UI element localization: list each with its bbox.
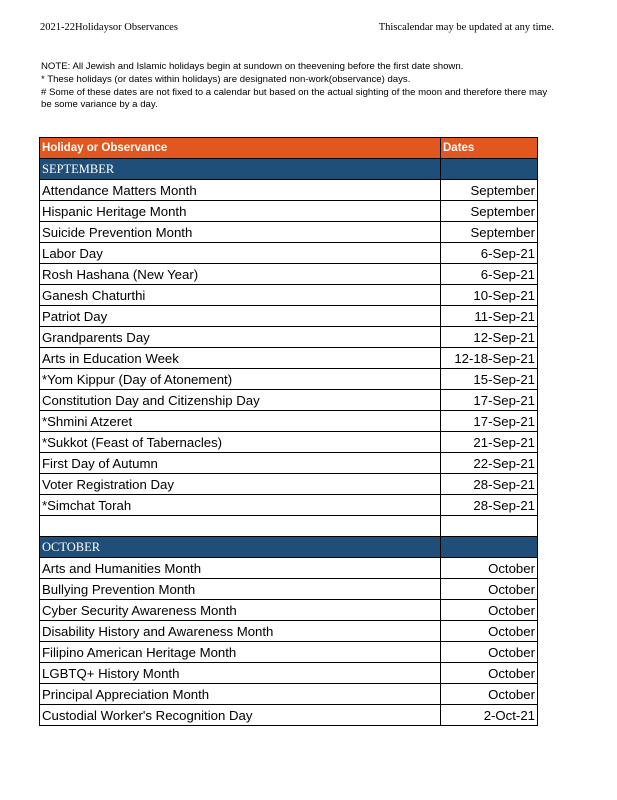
table-row <box>40 579 538 600</box>
holiday-date: September <box>441 222 538 243</box>
holiday-date: October <box>441 663 538 684</box>
table-row <box>40 684 538 705</box>
holiday-name: Cyber Security Awareness Month <box>40 600 441 621</box>
holiday-date: 6-Sep-21 <box>441 264 538 285</box>
document-title: 2021-22Holidaysor Observances <box>40 22 178 33</box>
table-row <box>40 306 538 327</box>
table-row <box>40 705 538 726</box>
holiday-name: Arts and Humanities Month <box>40 558 441 579</box>
holiday-date: 10-Sep-21 <box>441 285 538 306</box>
holiday-date: 22-Sep-21 <box>441 453 538 474</box>
holiday-date: 28-Sep-21 <box>441 474 538 495</box>
holiday-date: 6-Sep-21 <box>441 243 538 264</box>
holiday-name: *Shmini Atzeret <box>40 411 441 432</box>
table-row <box>40 600 538 621</box>
holiday-name: Custodial Worker's Recognition Day <box>40 705 441 726</box>
holiday-date: October <box>441 684 538 705</box>
holiday-date: 2-Oct-21 <box>441 705 538 726</box>
holiday-name: Bullying Prevention Month <box>40 579 441 600</box>
holiday-date: September <box>441 180 538 201</box>
table-row <box>40 285 538 306</box>
note-jewish-islamic: NOTE: All Jewish and Islamic holidays begin at sundown on theevening before the first date shown. <box>41 61 464 72</box>
holiday-name: *Yom Kippur (Day of Atonement) <box>40 369 441 390</box>
holiday-name: LGBTQ+ History Month <box>40 663 441 684</box>
holiday-name: Rosh Hashana (New Year) <box>40 264 441 285</box>
holiday-name: *Simchat Torah <box>40 495 441 516</box>
holiday-date: 17-Sep-21 <box>441 411 538 432</box>
spacer-row <box>40 516 538 537</box>
column-header-dates: Dates <box>441 138 538 159</box>
holiday-name: Constitution Day and Citizenship Day <box>40 390 441 411</box>
table-row <box>40 432 538 453</box>
table-row <box>40 411 538 432</box>
spacer-cell <box>40 516 441 537</box>
holiday-name: Suicide Prevention Month <box>40 222 441 243</box>
holiday-date: October <box>441 621 538 642</box>
month-name: SEPTEMBER <box>40 159 441 180</box>
holiday-date: October <box>441 600 538 621</box>
holiday-name: Ganesh Chaturthi <box>40 285 441 306</box>
holiday-name: Patriot Day <box>40 306 441 327</box>
table-row <box>40 558 538 579</box>
holiday-table <box>39 137 538 726</box>
table-row <box>40 453 538 474</box>
table-row <box>40 642 538 663</box>
holiday-date: September <box>441 201 538 222</box>
holiday-name: Filipino American Heritage Month <box>40 642 441 663</box>
holiday-name: Attendance Matters Month <box>40 180 441 201</box>
note-moon-sighting: # Some of these dates are not fixed to a calendar but based on the actual sighting of the moon and therefore there may be some variance by a day. <box>41 86 548 111</box>
table-row <box>40 495 538 516</box>
holiday-date: 17-Sep-21 <box>441 390 538 411</box>
holiday-name: Voter Registration Day <box>40 474 441 495</box>
holiday-name: Arts in Education Week <box>40 348 441 369</box>
holiday-name: Grandparents Day <box>40 327 441 348</box>
spacer-cell <box>441 516 538 537</box>
table-row <box>40 180 538 201</box>
holiday-date: 12-18-Sep-21 <box>441 348 538 369</box>
holiday-date: 28-Sep-21 <box>441 495 538 516</box>
month-header-row <box>40 537 538 558</box>
holiday-name: Hispanic Heritage Month <box>40 201 441 222</box>
holiday-name: Labor Day <box>40 243 441 264</box>
holiday-date: 11-Sep-21 <box>441 306 538 327</box>
month-name: OCTOBER <box>40 537 441 558</box>
holiday-name: First Day of Autumn <box>40 453 441 474</box>
holiday-name: Principal Appreciation Month <box>40 684 441 705</box>
notes-block <box>41 61 551 112</box>
table-row <box>40 264 538 285</box>
month-header-empty-cell <box>441 159 538 180</box>
month-header-row <box>40 159 538 180</box>
holiday-name: *Sukkot (Feast of Tabernacles) <box>40 432 441 453</box>
table-row <box>40 621 538 642</box>
table-row <box>40 390 538 411</box>
table-row <box>40 369 538 390</box>
holiday-name: Disability History and Awareness Month <box>40 621 441 642</box>
table-row <box>40 201 538 222</box>
holiday-date: 15-Sep-21 <box>441 369 538 390</box>
note-non-work-days: * These holidays (or dates within holidays) are designated non-work(observance) days. <box>41 73 411 85</box>
holiday-date: October <box>441 579 538 600</box>
column-header-holiday: Holiday or Observance <box>40 138 441 159</box>
table-row <box>40 663 538 684</box>
update-notice: Thiscalendar may be updated at any time. <box>378 22 554 33</box>
table-row <box>40 474 538 495</box>
month-header-empty-cell <box>441 537 538 558</box>
holiday-date: October <box>441 558 538 579</box>
holiday-date: October <box>441 642 538 663</box>
holiday-date: 21-Sep-21 <box>441 432 538 453</box>
table-row <box>40 243 538 264</box>
table-row <box>40 222 538 243</box>
table-row <box>40 327 538 348</box>
holiday-date: 12-Sep-21 <box>441 327 538 348</box>
table-header-row <box>40 138 538 159</box>
table-row <box>40 348 538 369</box>
